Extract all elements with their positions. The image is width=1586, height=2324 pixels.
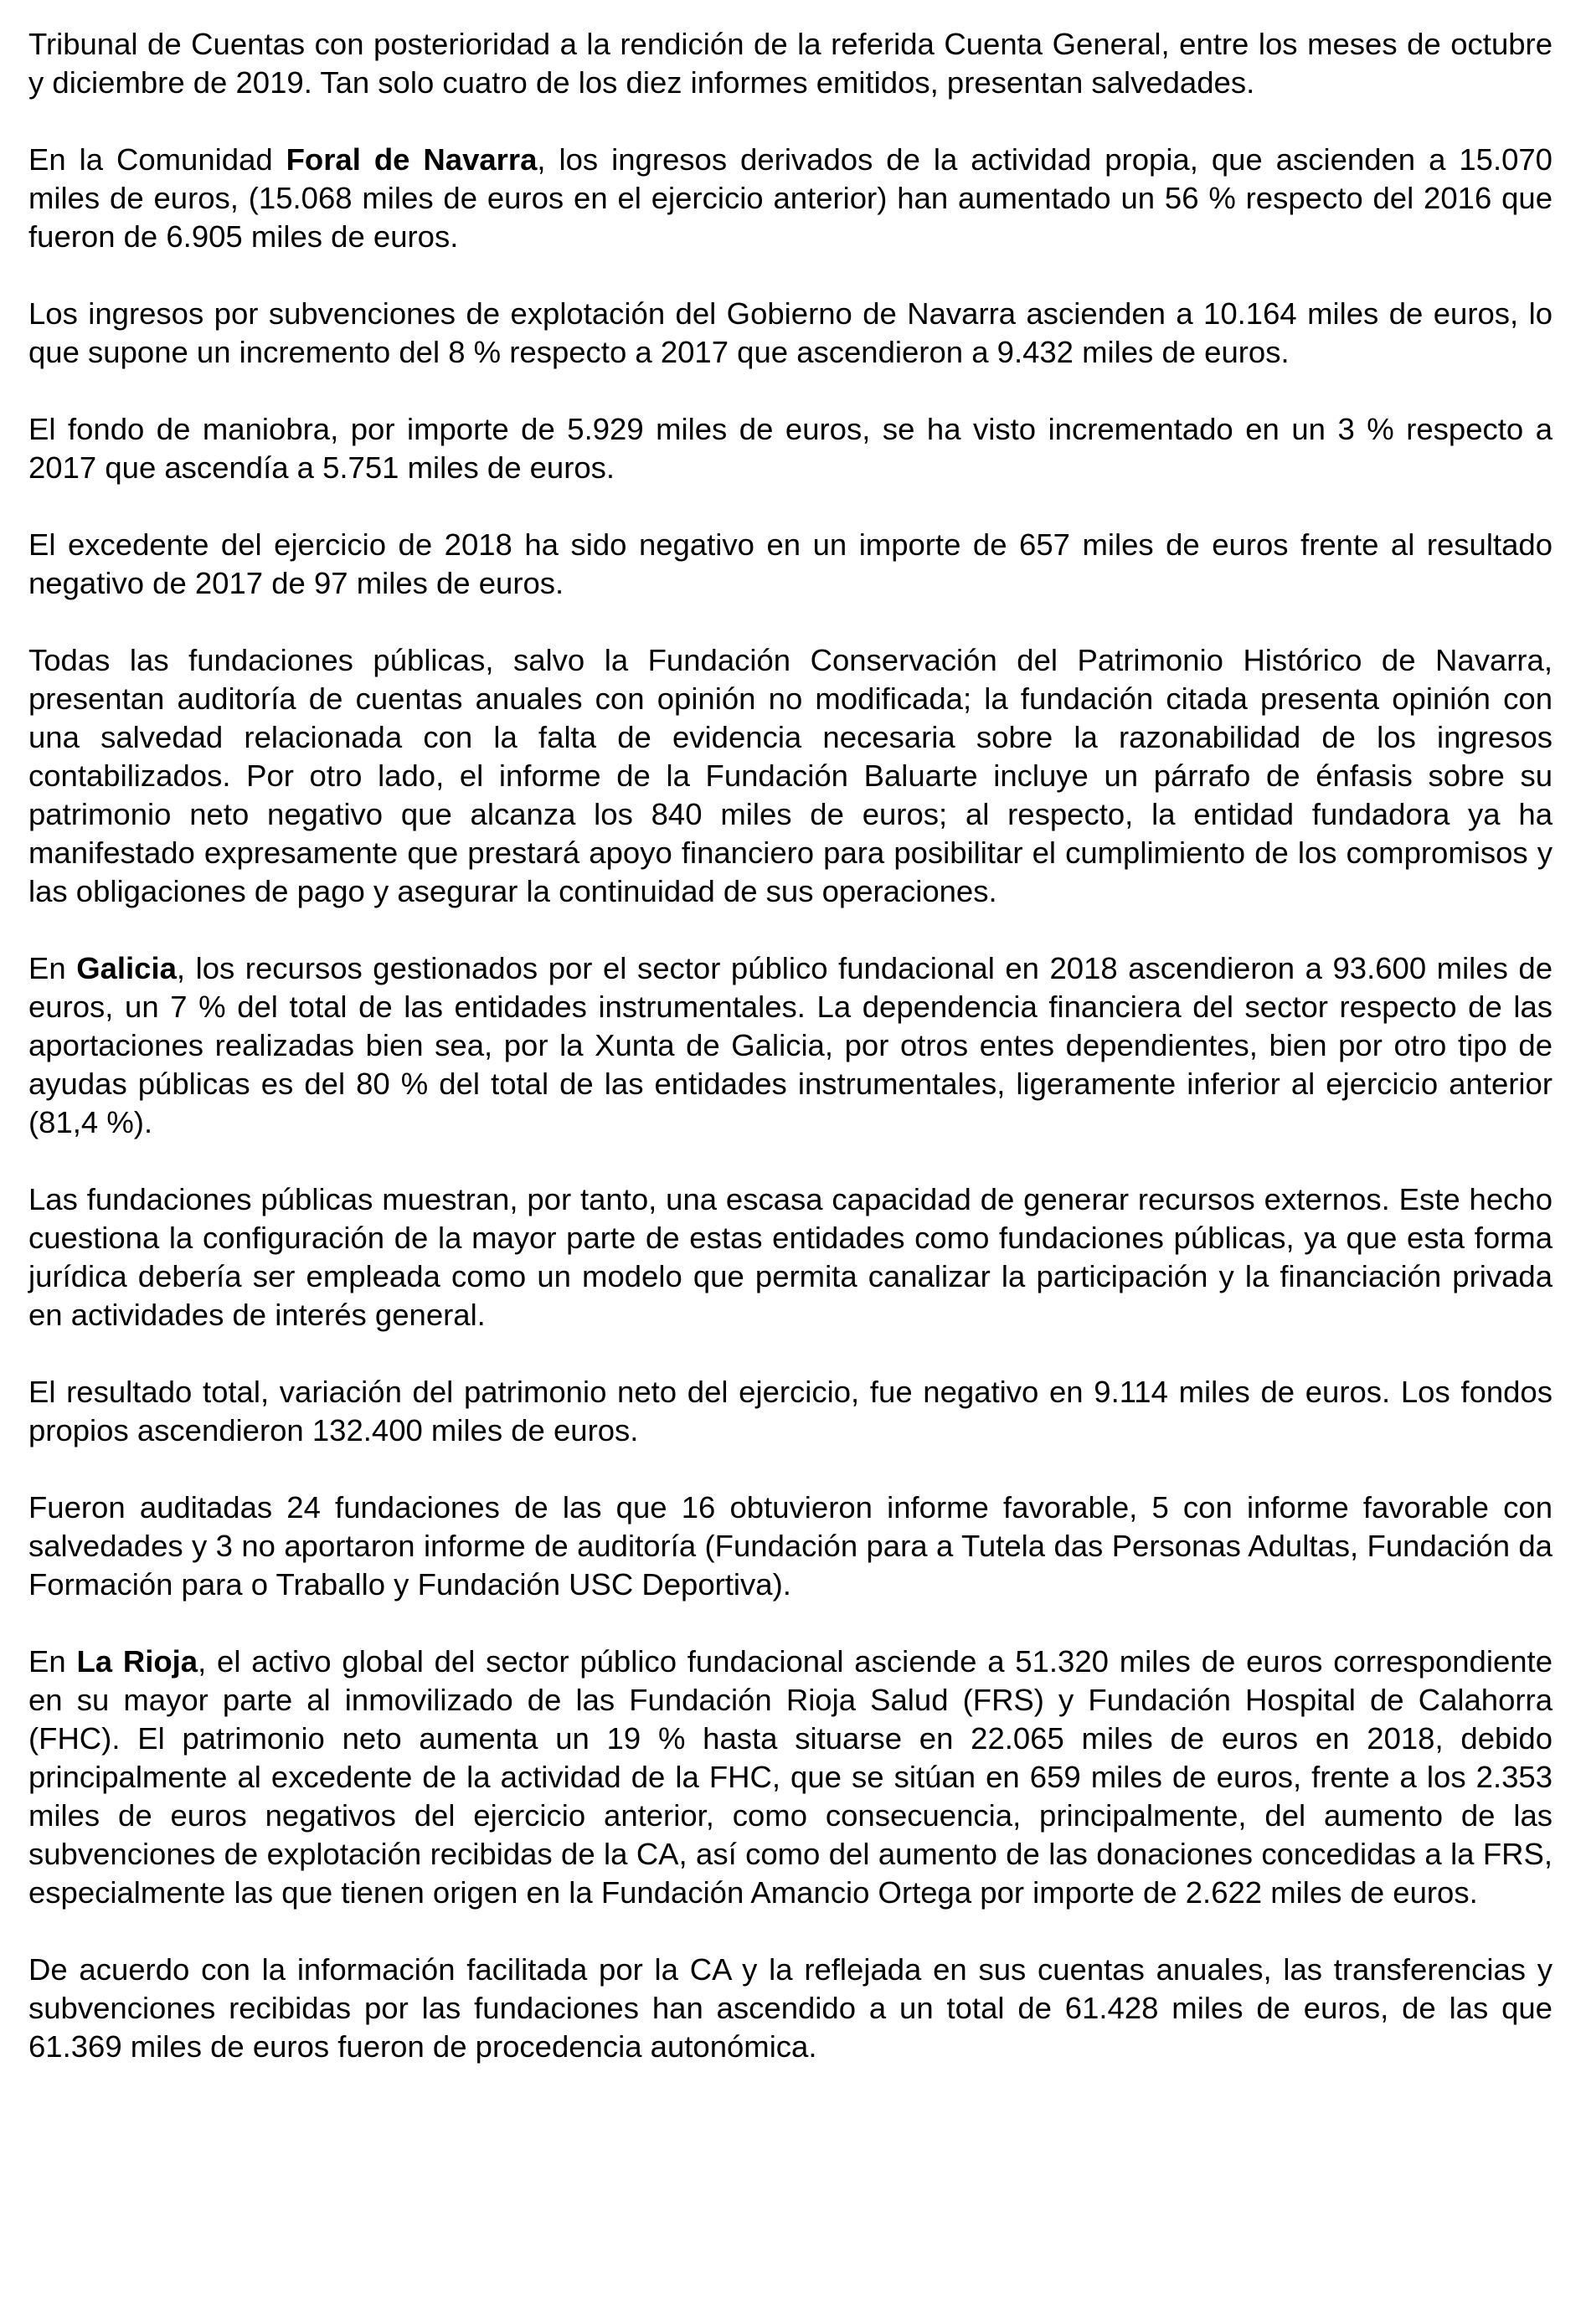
paragraph-text: De acuerdo con la información facilitada por la CA y la reflejada en sus cuentas anuales, las transferencias y subvenciones recibidas por las fundaciones han ascendido a un total de 61.428 miles de euros, de las que 61.369 miles de euros fueron de procedencia autonómica. xyxy=(28,1952,1553,2064)
paragraph-text: En la Comunidad xyxy=(28,142,286,177)
paragraph xyxy=(28,1951,1553,2066)
paragraph xyxy=(28,1488,1553,1604)
paragraph xyxy=(28,1373,1553,1450)
document-page xyxy=(28,25,1553,2066)
paragraph xyxy=(28,641,1553,911)
paragraph xyxy=(28,526,1553,603)
paragraph xyxy=(28,1643,1553,1912)
paragraph-text: Fueron auditadas 24 fundaciones de las que 16 obtuvieron informe favorable, 5 con informe favorable con salvedades y 3 no aportaron informe de auditoría (Fundación para a Tutela das Personas Adultas, Fundación da Formación para o Traballo y Fundación USC Deportiva). xyxy=(28,1490,1553,1602)
paragraph-text: El resultado total, variación del patrimonio neto del ejercicio, fue negativo en 9.114 miles de euros. Los fondos propios ascendieron 132.400 miles de euros. xyxy=(28,1375,1553,1447)
paragraph-text: , los recursos gestionados por el sector público fundacional en 2018 ascendieron a 93.600 miles de euros, un 7 % del total de las entidades instrumentales. La dependencia financiera del sector respecto de las aportaciones realizadas bien sea, por la Xunta de Galicia, por otros entes dependientes, bien por otro tipo de ayudas públicas es del 80 % del total de las entidades instrumentales, ligeramente inferior al ejercicio anterior (81,4 %). xyxy=(28,951,1553,1139)
region-name: La Rioja xyxy=(76,1644,198,1679)
paragraph-text: Tribunal de Cuentas con posterioridad a la rendición de la referida Cuenta General, entre los meses de octubre y diciembre de 2019. Tan solo cuatro de los diez informes emitidos, presentan salvedades. xyxy=(28,27,1553,100)
paragraph-text: El fondo de maniobra, por importe de 5.929 miles de euros, se ha visto incrementado en un 3 % respecto a 2017 que ascendía a 5.751 miles de euros. xyxy=(28,412,1553,485)
paragraph xyxy=(28,1180,1553,1334)
paragraph xyxy=(28,949,1553,1142)
paragraph-text: Las fundaciones públicas muestran, por tanto, una escasa capacidad de generar recursos externos. Este hecho cuestiona la configuración de la mayor parte de estas entidades como fundaciones públicas, ya que esta forma jurídica debería ser empleada como un modelo que permita canalizar la participación y la financiación privada en actividades de interés general. xyxy=(28,1182,1553,1332)
paragraph-text: , el activo global del sector público fundacional asciende a 51.320 miles de euros correspondiente en su mayor parte al inmovilizado de las Fundación Rioja Salud (FRS) y Fundación Hospital de Calahorra (FHC). El patrimonio neto aumenta un 19 % hasta situarse en 22.065 miles de euros en 2018, debido principalmente al excedente de la actividad de la FHC, que se sitúan en 659 miles de euros, frente a los 2.353 miles de euros negativos del ejercicio anterior, como consecuencia, principalmente, del aumento de las subvenciones de explotación recibidas de la CA, así como del aumento de las donaciones concedidas a la FRS, especialmente las que tienen origen en la Fundación Amancio Ortega por importe de 2.622 miles de euros. xyxy=(28,1644,1553,1910)
paragraph-text: , los ingresos derivados de la actividad propia, que ascienden a 15.070 miles de euros, (15.068 miles de euros en el ejercicio anterior) han aumentado un 56 % respecto del 2016 que fueron de 6.905 miles de euros. xyxy=(28,142,1553,254)
paragraph xyxy=(28,141,1553,256)
paragraph-text: En xyxy=(28,1644,77,1679)
paragraph-text: Todas las fundaciones públicas, salvo la Fundación Conservación del Patrimonio Histórico de Navarra, presentan auditoría de cuentas anuales con opinión no modificada; la fundación citada presenta opinión con una salvedad relacionada con la falta de evidencia necesaria sobre la razonabilidad de los ingresos contabilizados. Por otro lado, el informe de la Fundación Baluarte incluye un párrafo de énfasis sobre su patrimonio neto negativo que alcanza los 840 miles de euros; al respecto, la entidad fundadora ya ha manifestado expresamente que prestará apoyo financiero para posibilitar el cumplimiento de los compromisos y las obligaciones de pago y asegurar la continuidad de sus operaciones. xyxy=(28,643,1553,908)
paragraph xyxy=(28,410,1553,487)
paragraph xyxy=(28,295,1553,372)
region-name: Galicia xyxy=(76,951,177,985)
paragraph-text: Los ingresos por subvenciones de explotación del Gobierno de Navarra ascienden a 10.164 miles de euros, lo que supone un incremento del 8 % respecto a 2017 que ascendieron a 9.432 miles de euros. xyxy=(28,296,1553,369)
paragraph xyxy=(28,25,1553,102)
paragraph-text: En xyxy=(28,951,77,985)
paragraph-text: El excedente del ejercicio de 2018 ha sido negativo en un importe de 657 miles de euros frente al resultado negativo de 2017 de 97 miles de euros. xyxy=(28,527,1553,600)
region-name: Foral de Navarra xyxy=(286,142,538,177)
